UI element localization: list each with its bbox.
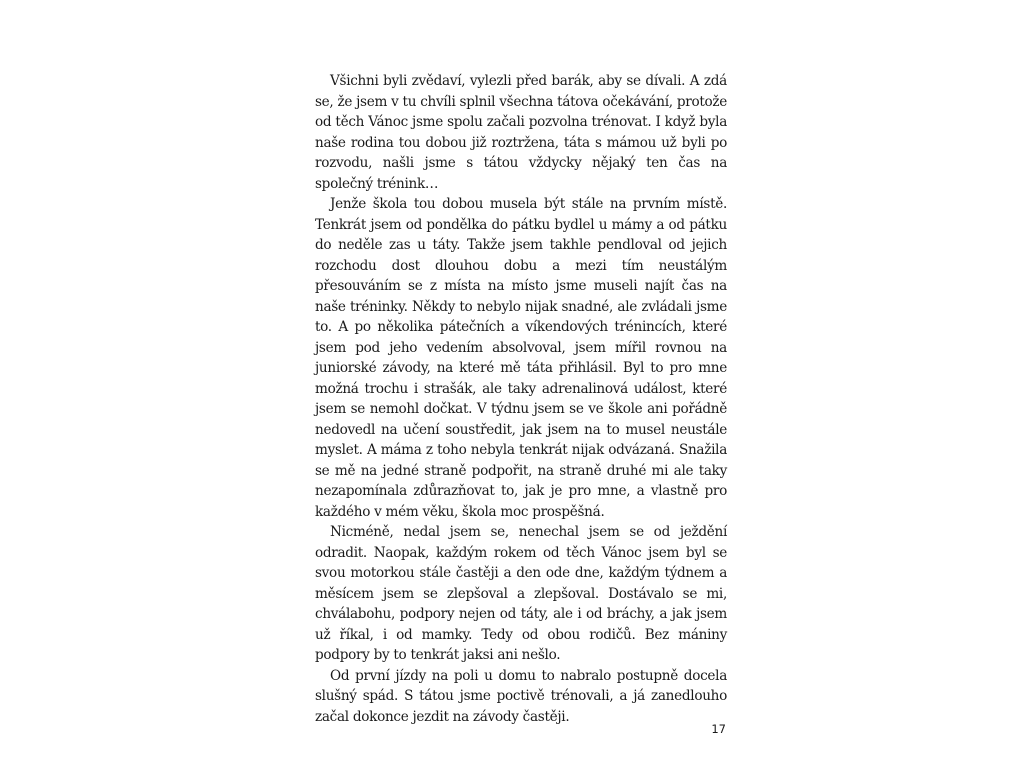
paragraph-3: Nicméně, nedal jsem se, nenechal jsem se od ježdění odradit. Naopak, každým rokem od těch Vánoc jsem byl se svou motorkou stále častěji a den ode dne, každým týdnem a měsícem jsem se zlepšoval a zlepšoval. Dostávalo se mi, chválabohu, podpory nejen od táty, ale i od bráchy, a jak jsem už říkal, i od mamky. Tedy od obou rodičů. Bez mániny podpory by to tenkrát jaksi ani nešlo. (315, 524, 727, 663)
body-text (315, 71, 727, 727)
paragraph-2: Jenže škola tou dobou musela být stále na prvním místě. Tenkrát jsem od pondělka do pátku bydlel u mámy a od pátku do neděle zas u táty. Takže jsem takhle pendloval od jejich rozchodu dost dlouhou dobu a mezi tím neustálým přesouváním se z místa na místo jsme museli najít čas na naše tréninky. Někdy to nebylo nijak snadné, ale zvládali jsme to. A po několika pátečních a víkendových trénincích, které jsem pod jeho vedením absolvoval, jsem mířil rovnou na juniorské závody, na které mě táta přihlásil. Byl to pro mne možná trochu i strašák, ale taky adrenalinová událost, které jsem se nemohl dočkat. V týdnu jsem se ve škole ani pořádně nedovedl na učení soustředit, jak jsem na to musel neustále myslet. A máma z toho nebyla tenkrát nijak odvázaná. Snažila se mě na jedné straně podpořit, na straně druhé mi ale taky nezapomínala zdůrazňovat to, jak je pro mne, a vlastně pro každého v mém věku, škola moc prospěšná. (315, 196, 727, 520)
paragraph-1: Všichni byli zvědaví, vylezli před barák, aby se dívali. A zdá se, že jsem v tu chvíli splnil všechna tátova očekávání, protože od těch Vánoc jsme spolu začali pozvolna trénovat. I když byla naše rodina tou dobou již roztržena, táta s mámou už byli po rozvodu, našli jsme s tátou vždycky nějaký ten čas na společný trénink… (315, 73, 727, 192)
page-number: 17 (711, 722, 726, 736)
paragraph-4: Od první jízdy na poli u domu to nabralo postupně docela slušný spád. S tátou jsme poctivě trénovali, a já zanedlouho začal dokonce jezdit na závody častěji. (315, 667, 727, 725)
